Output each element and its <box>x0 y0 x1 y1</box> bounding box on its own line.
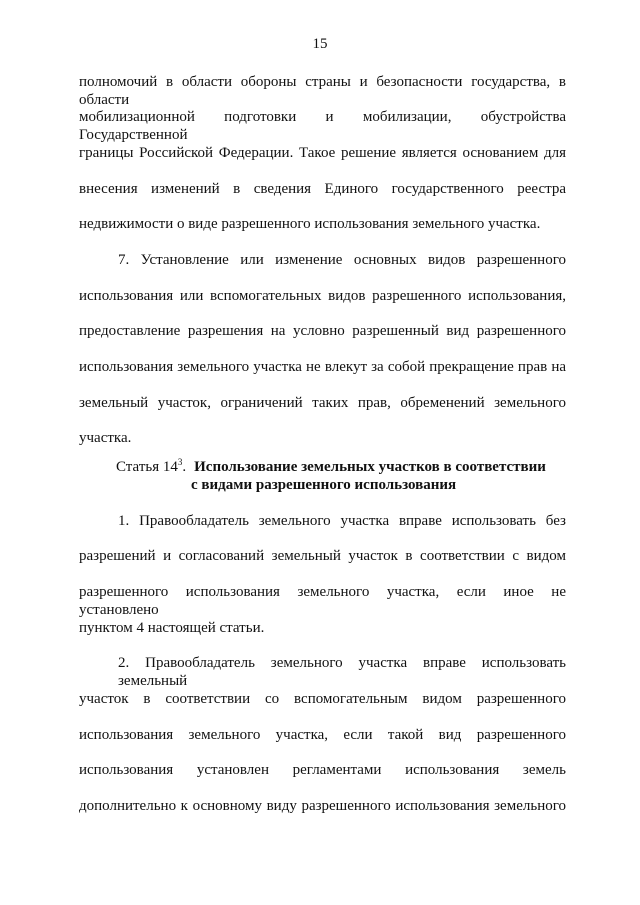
text-line: полномочий в области обороны страны и безопасности государства, в области <box>79 74 566 108</box>
text-line: внесения изменений в сведения Единого государственного реестра <box>79 181 566 197</box>
text-line: предоставление разрешения на условно разрешенный вид разрешенного <box>79 323 566 339</box>
text-line: использования установлен регламентами использования земель <box>79 762 566 778</box>
text-line: разрешенного использования земельного участка, если иное не установлено <box>79 584 566 618</box>
article-heading <box>79 458 566 476</box>
text-line: 7. Установление или изменение основных видов разрешенного <box>118 252 566 268</box>
text-line: использования земельного участка, если такой вид разрешенного <box>79 727 566 743</box>
text-line: пунктом 4 настоящей статьи. <box>79 620 265 636</box>
text-line: разрешений и согласований земельный участок в соответствии с видом <box>79 548 566 564</box>
text-line: границы Российской Федерации. Такое решение является основанием для <box>79 145 566 161</box>
text-line: использования земельного участка не влекут за собой прекращение прав на <box>79 359 566 375</box>
text-line: использования или вспомогательных видов разрешенного использования, <box>79 288 566 304</box>
text-line: земельный участок, ограничений таких прав, обременений земельного <box>79 395 566 411</box>
text-line: участка. <box>79 430 132 446</box>
article-title-line2: с видами разрешенного использования <box>191 477 457 493</box>
page-number: 15 <box>312 36 328 52</box>
article-number: Статья $14^3$. <box>116 457 187 475</box>
article-title: Использование земельных участков в соответствии <box>194 459 546 475</box>
text-line: дополнительно к основному виду разрешенного использования земельного <box>79 798 566 814</box>
text-line: недвижимости о виде разрешенного использования земельного участка. <box>79 216 541 232</box>
text-line: 1. Правообладатель земельного участка вправе использовать без <box>118 513 566 529</box>
text-line: участок в соответствии со вспомогательным видом разрешенного <box>79 691 566 707</box>
text-line: 2. Правообладатель земельного участка вправе использовать земельный <box>118 655 566 689</box>
text-line: мобилизационной подготовки и мобилизации, обустройства Государственной <box>79 109 566 143</box>
